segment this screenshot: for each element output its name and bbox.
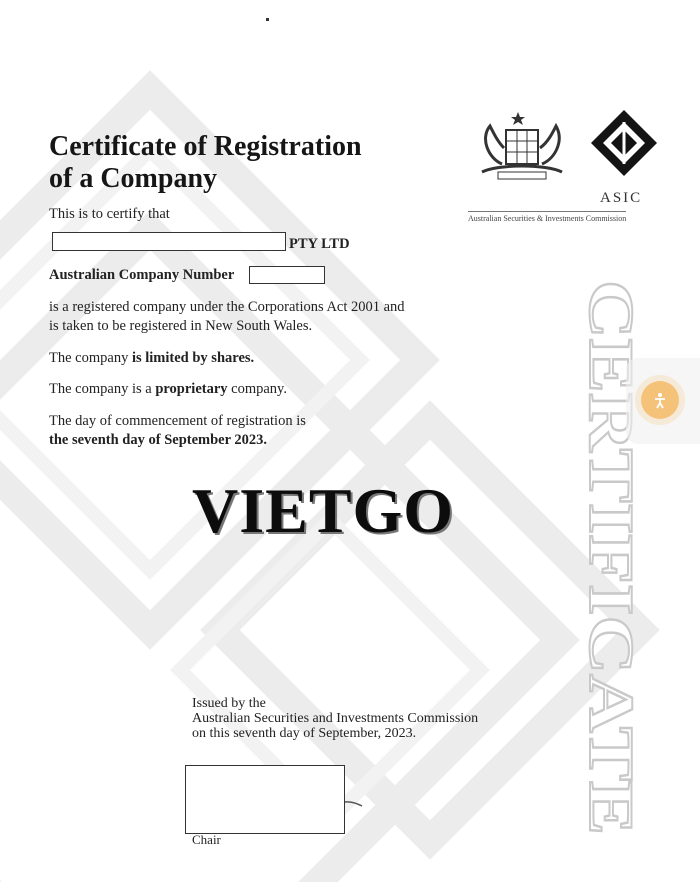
registered-line-1: is a registered company under the Corporations Act 2001 and	[49, 299, 405, 315]
issued-line-2: Australian Securities and Investments Commission	[192, 711, 479, 726]
certificate-vertical-text: CERTIFICATE	[576, 280, 647, 718]
company-suffix: PTY LTD	[289, 236, 350, 252]
issued-line-1: Issued by the	[192, 696, 266, 711]
certificate-title	[49, 131, 362, 195]
proprietary-line	[49, 380, 287, 399]
issued-line-3: on this seventh day of September, 2023.	[192, 726, 417, 741]
asic-logo-icon	[589, 108, 659, 178]
scan-speck	[266, 18, 269, 21]
intro-text: This is to certify that	[49, 206, 170, 222]
signatory-title: Chair	[192, 832, 221, 847]
asic-full-name: Australian Securities & Investments Commission	[468, 211, 626, 223]
commencement-line-1: The day of commencement of registration is	[49, 413, 306, 429]
limited-shares-line	[49, 349, 254, 368]
company-name-redaction	[52, 232, 286, 251]
person-chat-icon	[651, 391, 669, 409]
acn-label: Australian Company Number	[49, 267, 235, 283]
asic-label: ASIC	[600, 190, 643, 206]
vietgo-watermark: VIETGO	[192, 475, 455, 546]
signature-redaction	[185, 765, 345, 834]
coat-of-arms-icon	[468, 108, 576, 188]
registered-line-2: is taken to be registered in New South Wales.	[49, 318, 313, 334]
title-line-2: of a Company	[49, 163, 218, 194]
proprietary-suffix: company.	[231, 381, 287, 397]
proprietary-prefix: The company is a	[49, 381, 152, 397]
issued-block	[192, 696, 478, 741]
limited-prefix: The company	[49, 350, 129, 366]
limited-bold: is limited by shares.	[131, 350, 255, 366]
proprietary-bold: proprietary	[155, 381, 228, 397]
chat-button[interactable]	[641, 381, 679, 419]
acn-redaction	[249, 266, 325, 284]
commencement-line-2: the seventh day of September 2023.	[49, 432, 268, 448]
title-line-1: Certificate of Registration	[49, 131, 362, 162]
